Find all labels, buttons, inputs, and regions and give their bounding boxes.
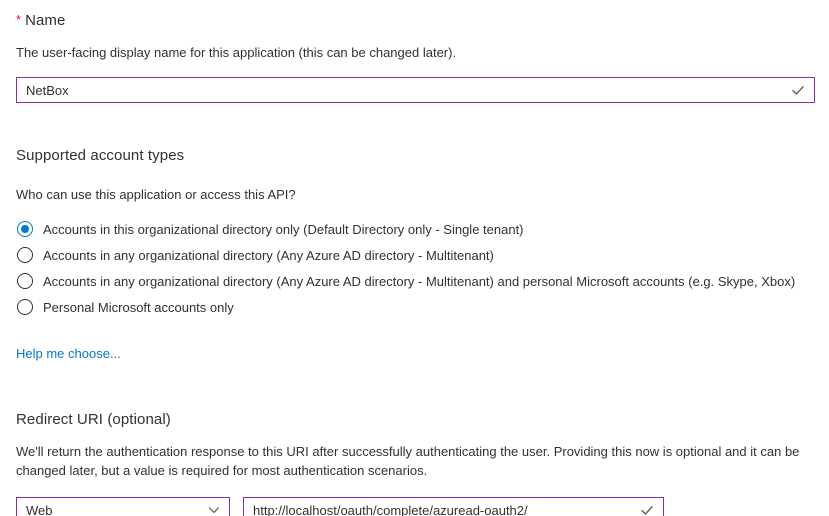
check-icon [790,82,806,98]
radio-option-label: Accounts in this organizational directory only (Default Directory only - Single tenant) [43,221,524,237]
account-types-title: Supported account types [16,147,185,164]
radio-option-label: Accounts in any organizational directory (Any Azure AD directory - Multitenant) and personal Microsoft accounts (e.g. Skype, Xbox) [43,273,796,289]
redirect-uri-input[interactable] [244,498,663,516]
radio-option-single-tenant[interactable] [16,216,815,242]
platform-select-value: Web [26,502,53,516]
required-asterisk: * [16,12,22,27]
redirect-uri-controls [16,497,815,516]
radio-button-icon[interactable] [17,247,33,263]
radio-button-icon[interactable] [17,221,33,237]
name-section-header [16,12,815,30]
chevron-down-icon [207,503,221,516]
name-description: The user-facing display name for this application (this can be changed later). [16,45,457,60]
account-types-section [16,147,815,363]
radio-option-multitenant-personal[interactable] [16,268,815,294]
check-icon [639,502,655,516]
radio-option-label: Accounts in any organizational directory (Any Azure AD directory - Multitenant) [43,247,494,263]
platform-select[interactable] [16,497,230,516]
account-type-radio-group [16,216,815,320]
radio-option-label: Personal Microsoft accounts only [43,299,234,315]
help-me-choose-link[interactable]: Help me choose... [16,346,121,361]
app-name-input[interactable] [17,78,814,102]
radio-option-multitenant[interactable] [16,242,815,268]
redirect-uri-description: We'll return the authentication response to this URI after successfully authenticating the user. Providing this now is optional and it can be changed later, but a value is required for most authentication scenarios. [16,444,800,478]
radio-button-icon[interactable] [17,299,33,315]
redirect-uri-section [16,411,815,516]
name-section-title: Name [25,12,66,29]
radio-button-icon[interactable] [17,273,33,289]
app-name-input-wrap [16,77,815,103]
redirect-uri-input-wrap [243,497,664,516]
radio-dot [21,225,29,233]
account-types-question: Who can use this application or access this API? [16,187,296,202]
redirect-uri-title: Redirect URI (optional) [16,411,171,428]
radio-option-personal-only[interactable] [16,294,815,320]
